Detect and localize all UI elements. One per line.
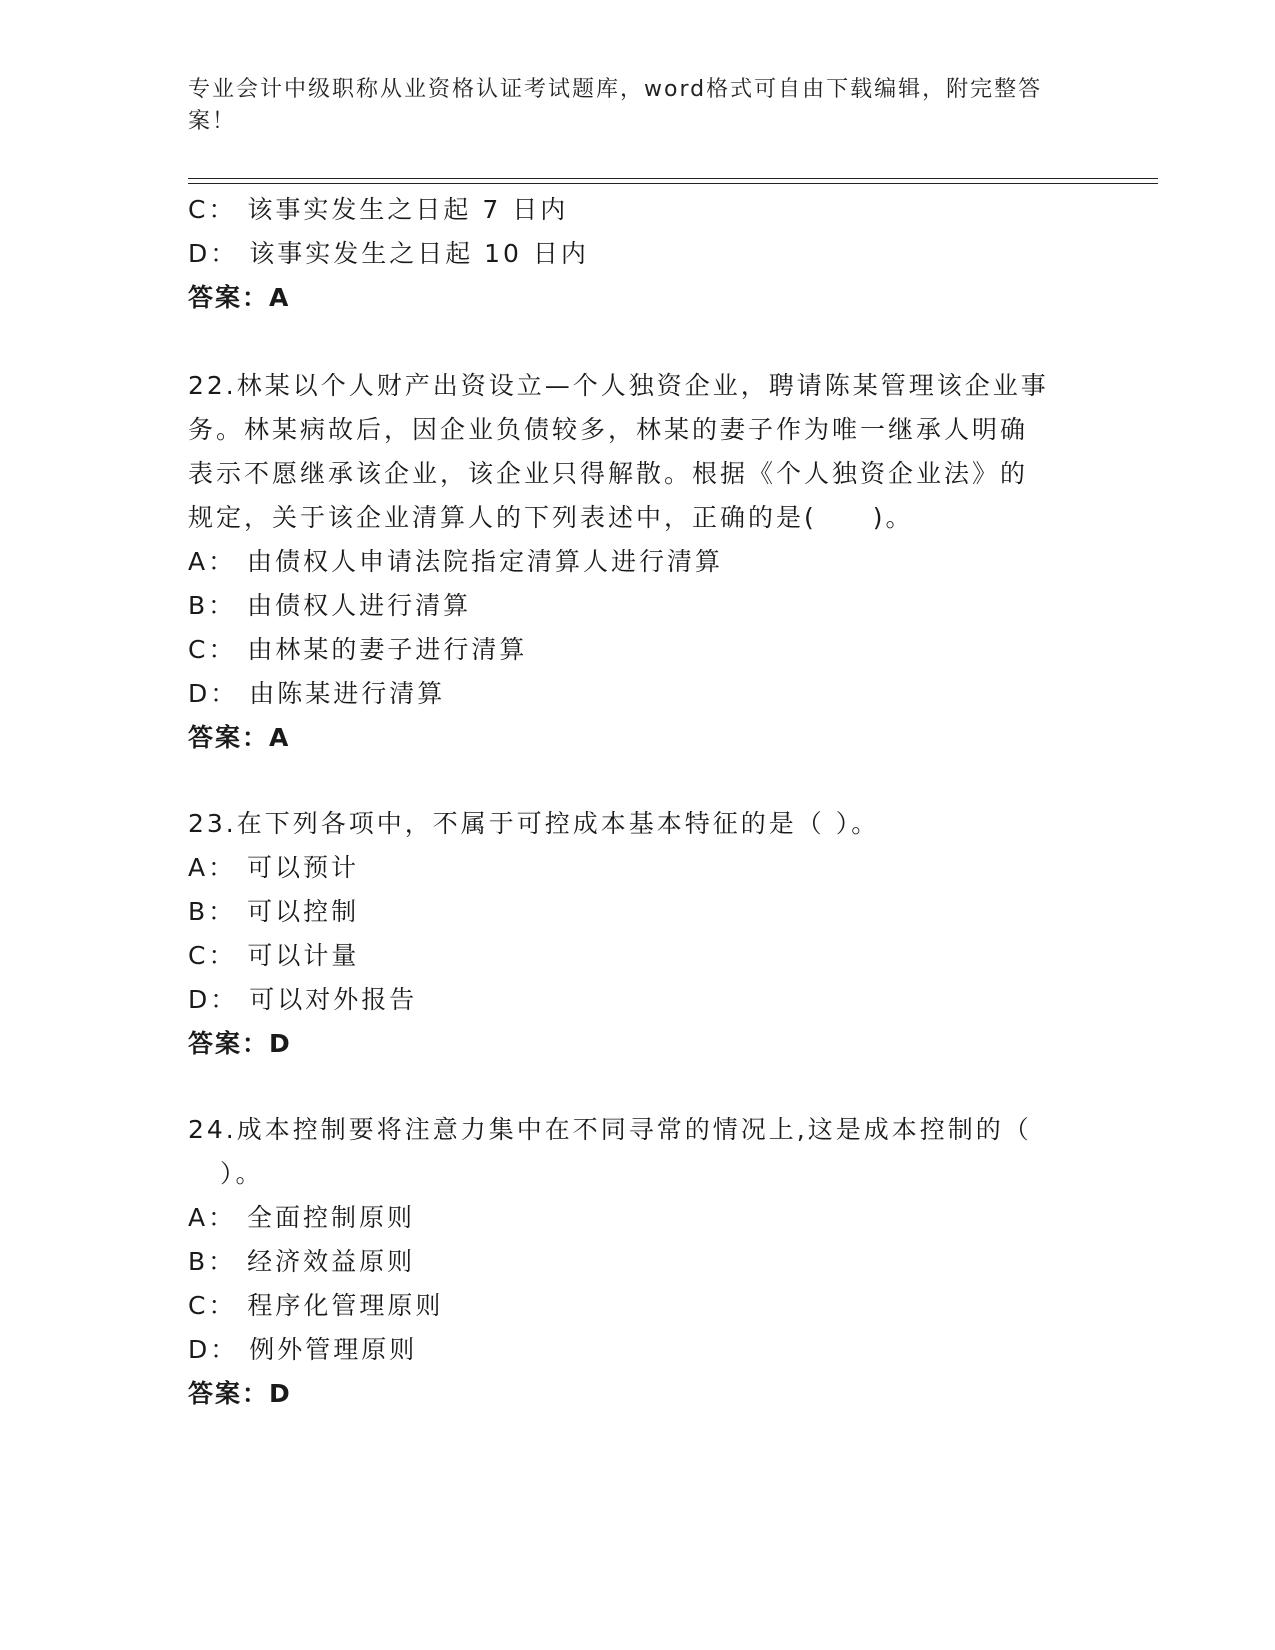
question-23-text: 23.在下列各项中，不属于可控成本基本特征的是（ ）。 [188, 809, 880, 838]
question-22-option-c: C： 由林某的妻子进行清算 [188, 635, 528, 664]
question-23-answer: 答案：D [188, 1029, 292, 1058]
question-22-option-d: D： 由陈某进行清算 [188, 679, 446, 708]
question-24-option-c: C： 程序化管理原则 [188, 1291, 444, 1320]
question-22-text-line3: 表示不愿继承该企业，该企业只得解散。根据《个人独资企业法》的 [188, 459, 1029, 488]
question-22-text: 22.林某以个人财产出资设立—个人独资企业，聘请陈某管理该企业事 [188, 371, 1049, 400]
question-24-text: 24.成本控制要将注意力集中在不同寻常的情况上,这是成本控制的（ [188, 1115, 1032, 1144]
question-23-option-c: C： 可以计量 [188, 941, 360, 970]
header-divider [188, 178, 1158, 179]
question-24-answer: 答案：D [188, 1379, 292, 1408]
question-24-option-a: A： 全面控制原则 [188, 1203, 416, 1232]
question-22-option-a: A： 由债权人申请法院指定清算人进行清算 [188, 547, 724, 576]
question-22-text-line2: 务。林某病故后，因企业负债较多，林某的妻子作为唯一继承人明确 [188, 415, 1029, 444]
question-23-option-b: B： 可以控制 [188, 897, 360, 926]
question-23-option-a: A： 可以预计 [188, 853, 360, 882]
question-24-text-line2: ）。 [220, 1159, 264, 1188]
question-22-answer: 答案：A [188, 723, 291, 752]
header-divider-double [188, 183, 1158, 184]
page-header: 专业会计中级职称从业资格认证考试题库，word格式可自由下载编辑，附完整答案！ [188, 77, 1043, 134]
question-23-option-d: D： 可以对外报告 [188, 985, 418, 1014]
answer: 答案：A [188, 283, 291, 312]
option-c: C： 该事实发生之日起 7 日内 [188, 195, 569, 224]
question-22-text-line4: 规定，关于该企业清算人的下列表述中，正确的是( )。 [188, 503, 914, 532]
question-22-option-b: B： 由债权人进行清算 [188, 591, 472, 620]
question-24-option-b: B： 经济效益原则 [188, 1247, 416, 1276]
question-24-option-d: D： 例外管理原则 [188, 1335, 418, 1364]
option-d: D： 该事实发生之日起 10 日内 [188, 239, 589, 268]
